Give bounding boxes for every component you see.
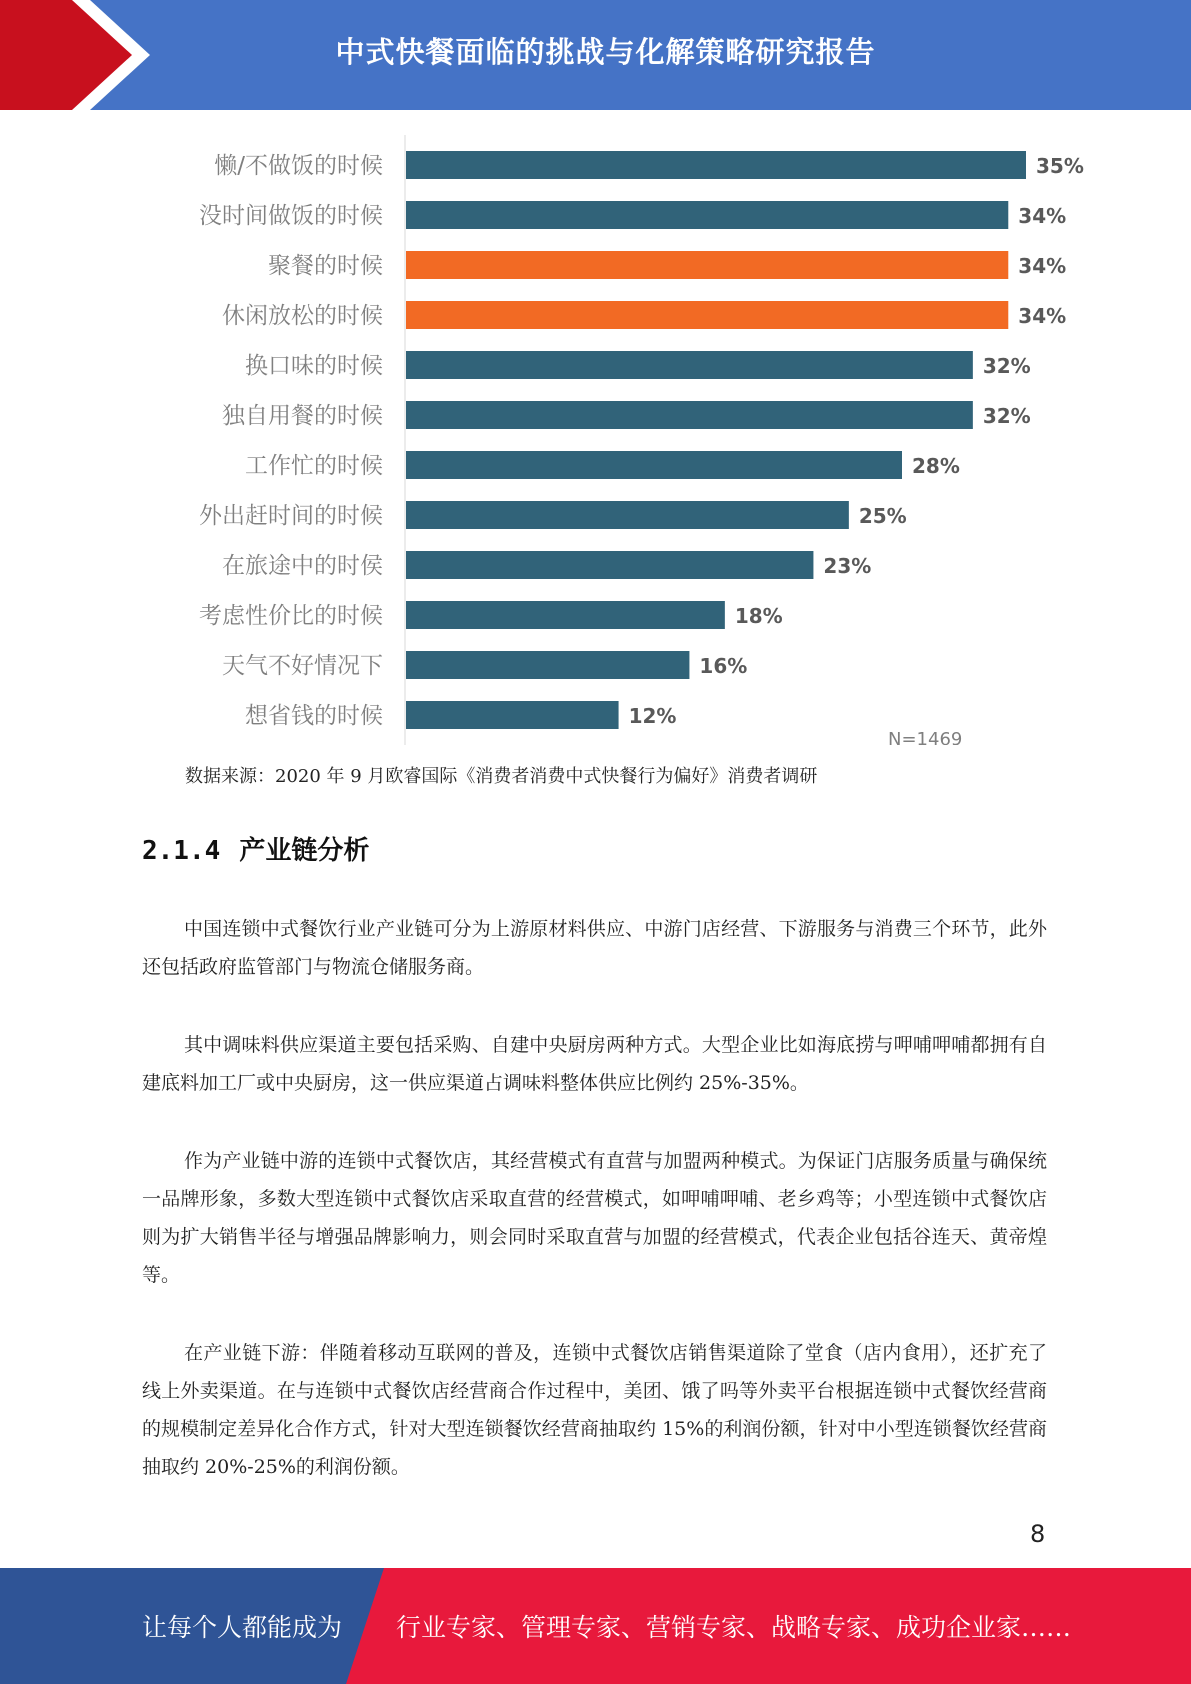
- bar: [406, 701, 619, 729]
- bar: [406, 551, 813, 579]
- value-label: 25%: [858, 504, 907, 528]
- footer-slogan-right: 行业专家、管理专家、营销专家、战略专家、成功企业家……: [396, 1613, 1072, 1642]
- value-label: 35%: [1036, 154, 1084, 178]
- category-label: 想省钱的时候: [245, 703, 383, 729]
- paragraph-3: 作为产业链中游的连锁中式餐饮店，其经营模式有直营与加盟两种模式。为保证门店服务质量与确保统一品牌形象，多数大型连锁中式餐饮店采取直营的经营模式，如呷哺呷哺、老乡鸡等；小型连锁中式餐饮店则为扩大销售半径与增强品牌影响力，则会同时采取直营与加盟的经营模式，代表企业包括谷连天、黄帝煌等。: [142, 1150, 1047, 1286]
- category-label: 在旅途中的时侯: [222, 553, 383, 579]
- paragraph-4: 在产业链下游：伴随着移动互联网的普及，连锁中式餐饮店销售渠道除了堂食（店内食用），还扩充了线上外卖渠道。在与连锁中式餐饮店经营商合作过程中，美团、饿了吗等外卖平台根据连锁中式餐饮经营商的规模制定差异化合作方式，针对大型连锁餐饮经营商抽取约 15%的利润份额，针对中小型连锁餐饮经营商抽取约 20%-25%的利润份额。: [142, 1342, 1047, 1478]
- bar: [406, 601, 725, 629]
- value-label: 32%: [982, 404, 1031, 428]
- bar: [406, 251, 1008, 279]
- category-label: 天气不好情况下: [222, 653, 383, 679]
- category-label: 独自用餐的时候: [222, 403, 383, 429]
- category-label: 工作忙的时候: [245, 453, 383, 479]
- bar: [406, 151, 1026, 179]
- page-header: [0, 0, 1191, 110]
- category-label: 没时间做饭的时候: [199, 203, 383, 229]
- section-title: 产业链分析: [239, 836, 370, 866]
- bar: [406, 451, 902, 479]
- category-label: 考虑性价比的时候: [199, 603, 383, 629]
- bar: [406, 301, 1008, 329]
- paragraph-2: 其中调味料供应渠道主要包括采购、自建中央厨房两种方式。大型企业比如海底捞与呷哺呷哺都拥有自建底料加工厂或中央厨房，这一供应渠道占调味料整体供应比例约 25%-35%。: [142, 1034, 1047, 1094]
- section-number: 2.1.4: [142, 836, 221, 866]
- value-label: 12%: [628, 704, 677, 728]
- value-label: 18%: [734, 604, 783, 628]
- value-label: 34%: [1018, 254, 1067, 278]
- bar: [406, 401, 973, 429]
- value-label: 34%: [1018, 304, 1067, 328]
- category-label: 休闲放松的时候: [222, 303, 383, 329]
- bar-chart: [0, 130, 1191, 745]
- header-title: 中式快餐面临的挑战与化解策略研究报告: [335, 34, 876, 69]
- value-label: 34%: [1018, 204, 1067, 228]
- value-label: 23%: [823, 554, 872, 578]
- category-label: 换口味的时候: [245, 353, 383, 379]
- value-label: 28%: [912, 454, 960, 478]
- page-number: 8: [1030, 1520, 1046, 1548]
- category-label: 外出赶时间的时候: [199, 503, 383, 529]
- category-label: 懒/不做饭的时候: [214, 153, 383, 179]
- bar: [406, 201, 1008, 229]
- section-heading: [142, 830, 369, 867]
- bar: [406, 651, 689, 679]
- bar: [406, 351, 973, 379]
- bar: [406, 501, 849, 529]
- footer-slogan-left: 让每个人都能成为: [142, 1613, 343, 1642]
- chart-annotation: N=1469: [888, 729, 963, 745]
- chart-source: 数据来源：2020 年 9 月欧睿国际《消费者消费中式快餐行为偏好》消费者调研: [185, 766, 818, 787]
- value-label: 16%: [699, 654, 748, 678]
- paragraph-1: 中国连锁中式餐饮行业产业链可分为上游原材料供应、中游门店经营、下游服务与消费三个环节，此外还包括政府监管部门与物流仓储服务商。: [142, 918, 1047, 978]
- category-label: 聚餐的时候: [268, 253, 383, 279]
- page-footer: [0, 1568, 1191, 1684]
- value-label: 32%: [982, 354, 1031, 378]
